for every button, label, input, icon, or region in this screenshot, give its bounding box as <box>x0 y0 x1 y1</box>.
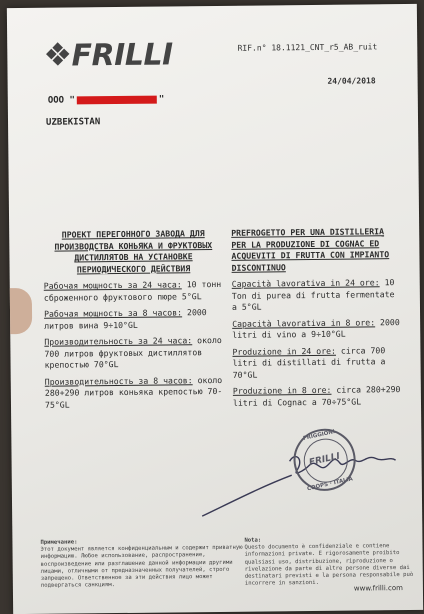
ru-output-24h: Производительность за 24 часа: около 700 литров фруктовых дистиллятов крепостью 70°GL <box>44 334 222 370</box>
redaction-bar <box>77 95 157 104</box>
russian-title: ПРОЕКТ ПЕРЕГОННОГО ЗАВОДА ДЛЯ ПРОИЗВОДСТВА КОНЬЯКА И ФРУКТОВЫХ ДИСТИЛЛЯТОВ НА УСТАНОВКЕ ПЕРИОДИЧЕСКОГО ДЕЙСТВИЯ <box>54 228 213 274</box>
it-capacity-8h: Capacità lavorativa in 8 ore: 2000 litri di vino a 9÷10°GL <box>232 316 400 340</box>
thumb <box>10 288 32 334</box>
website-url: www.frilli.com <box>353 584 403 593</box>
frilli-logo-icon: ❖ <box>43 35 72 74</box>
russian-column <box>43 228 225 416</box>
ru-capacity-8h: Рабочая мощность за 8 часов: 2000 литров вина 9÷10°GL <box>43 307 207 331</box>
ru-capacity-24h: Рабочая мощность за 24 часа: 10 тонн сброженного фруктового пюре 5°GL <box>43 278 222 303</box>
reference-number: RIF.n° 18.1121_CNT_r5_AB_ruit <box>237 42 378 53</box>
document-date: 24/04/2018 <box>327 76 376 86</box>
it-capacity-24h: Capacità lavorativa in 24 ore: 10 Ton di purea di frutta fermentate a 5°GL <box>231 277 395 312</box>
company-name: ООО " " <box>47 94 165 106</box>
company-stamp: FRIGGIONI FRILLI COOPS · ITALIA <box>288 423 362 497</box>
russian-note: Примечание: Этот документ является конфиденциальным и содержит приватную информацию. Любое использование, распространение, воспроизведение или разглашение данной информации другими лицами, отличными от предназначенных получателей, строго запрещено. Ответственное за эти действия лицо может подвергаться санкциям. <box>40 539 243 590</box>
ru-output-8h: Производительность за 8 часов: около 280+290 литров коньяка крепостью 70-75°GL <box>44 374 223 410</box>
it-output-24h: Produzione in 24 ore: circa 700 litri di distillati di frutta a 70°GL <box>232 344 386 380</box>
italian-title: PREFROGETTO PER UNA DISTILLERIA PER LA PRODUZIONE DI COGNAC ED ACQUEVITI DI FRUTTA CON IMPIANTO DISCONTINUO <box>231 226 390 273</box>
country: UZBEKISTAN <box>45 117 101 128</box>
frilli-logo: ❖FRILLI <box>43 35 173 74</box>
italian-note: Nota: Questo documento è confidenziale e contiene informazioni private. E rigorosamente proibito qualsiasi uso, distribuzione, riproduzione o rivelazione da parte di altre persone diverse dai destinatari previsti e la persona responsabile può incorrere in sanzioni. <box>244 537 414 587</box>
it-output-8h: Produzione in 8 ore: circa 280+290 litri di Cognac a 70÷75°GL <box>232 384 401 408</box>
document-page <box>7 4 423 614</box>
italian-column <box>231 226 403 414</box>
